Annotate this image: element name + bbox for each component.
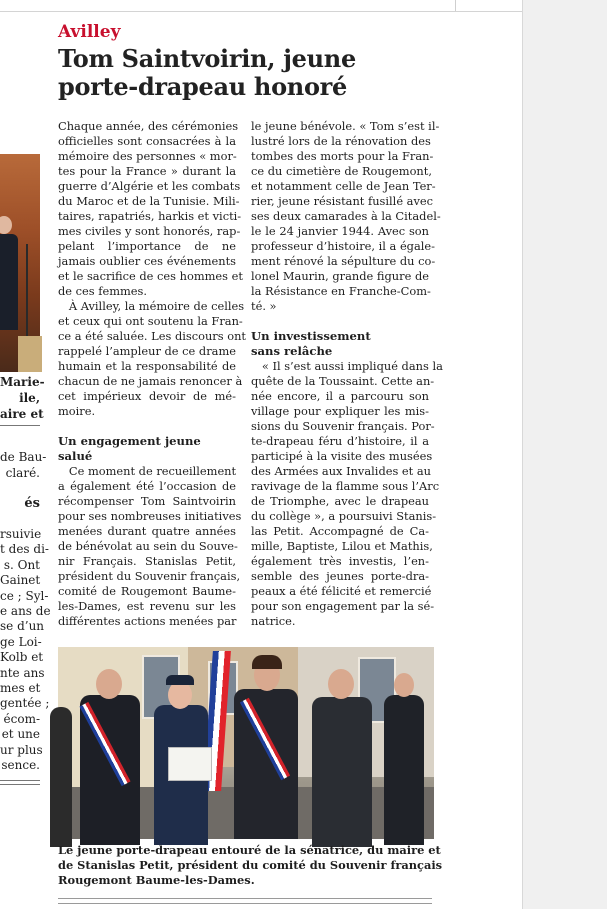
text-line: sions du Souvenir français. Por- [251, 419, 435, 433]
text-line: peaux a été félicité et remercié [251, 584, 432, 598]
article-column-2 [251, 119, 443, 629]
previous-article-fragment [0, 0, 51, 909]
text-line: guerre d’Algérie et les combats [58, 179, 241, 193]
subheading: sans relâche [251, 344, 333, 358]
previous-text-fragment: gentée ; [0, 696, 50, 711]
previous-text-fragment: et une [1, 727, 40, 742]
photo-caption [58, 843, 443, 888]
text-line: pelant l’importance de ne [58, 239, 236, 253]
adjacent-page-margin [522, 0, 607, 909]
previous-text-fragment: nte ans [0, 665, 45, 680]
headline-line: porte-drapeau honoré [58, 72, 347, 101]
text-line: mille, Baptiste, Lilou et Mathis, [251, 539, 433, 553]
text-line: rier, jeune résistant fusillé avec [251, 194, 434, 208]
text-line: tombes des morts pour la Fran- [251, 149, 434, 163]
text-line: Chaque année, des cérémonies [58, 119, 239, 133]
text-line: officielles sont consacrées à la [58, 134, 236, 148]
previous-text-fragment: s. Ont [3, 557, 40, 572]
bottom-rule [58, 903, 432, 904]
text-line: du Maroc et de la Tunisie. Mili- [58, 194, 240, 208]
text-line: humain et la responsabilité de [58, 359, 236, 373]
text-line: les-Dames, est revenu sur les [58, 599, 236, 613]
subheading: salué [58, 449, 93, 463]
text-line: ravivage de la flamme sous l’Arc [251, 479, 440, 493]
text-line: semble des jeunes porte-dra- [251, 569, 429, 583]
text-line: quête de la Toussaint. Cette an- [251, 374, 435, 388]
text-line: des Armées aux Invalides et au [251, 464, 432, 478]
previous-text-fragment: de Bau- [0, 450, 47, 464]
previous-text-fragment: ce ; Syl- [0, 588, 49, 603]
text-line: de Triomphe, avec le drapeau [251, 494, 429, 508]
text-line: le le 24 janvier 1944. Avec son [251, 224, 429, 238]
text-line: natrice. [251, 614, 296, 628]
article-kicker: Avilley [58, 22, 121, 42]
text-line: récompenser Tom Saintvoirin [58, 494, 236, 508]
text-line: de bénévolat au sein du Souve- [58, 539, 238, 553]
previous-text-fragment: se d’un [0, 619, 45, 634]
article-photo [58, 647, 434, 839]
text-line: té. » [251, 299, 277, 313]
text-line: À Avilley, la mémoire de celles [58, 299, 245, 313]
text-line: las Petit. Accompagné de Ca- [251, 524, 429, 538]
previous-text-fragment: e ans de [0, 604, 51, 618]
bottom-rule [58, 898, 432, 899]
text-line: chacun de ne jamais renoncer à [58, 374, 243, 388]
text-line: participé à la visite des musées [251, 449, 433, 463]
text-line: comité de Rougemont Baume- [58, 584, 236, 598]
text-line: lonel Maurin, grande figure de [251, 269, 429, 283]
previous-subheading-fragment: és [24, 496, 40, 511]
previous-caption-fragment: ile, [19, 391, 40, 405]
previous-text-fragment: ge Loi- [0, 634, 42, 649]
text-line: le jeune bénévole. « Tom s’est il- [251, 119, 440, 133]
fragment-rule [0, 784, 40, 785]
text-line: la Résistance en Franche-Com- [251, 284, 431, 298]
caption-line: Rougemont Baume-les-Dames. [58, 873, 255, 887]
previous-text-fragment: mes et [0, 681, 41, 695]
subheading: Un investissement [251, 329, 371, 343]
text-line: ce du cimetière de Rougemont, [251, 164, 432, 178]
text-line: moire. [58, 404, 96, 418]
text-line: a également été l’occasion de [58, 479, 236, 493]
previous-text-fragment: ur plus [0, 742, 43, 757]
caption-line: Le jeune porte-drapeau entouré de la sénatrice, du maire et [58, 843, 441, 857]
text-line: mes civiles y sont honorés, rap- [58, 224, 241, 238]
text-line: ment rénové la sépulture du co- [251, 254, 436, 268]
previous-caption-fragment: Marie- [0, 375, 45, 389]
fragment-rule [0, 425, 40, 426]
text-line: lustré lors de la rénovation des [251, 134, 431, 148]
paragraph-gap [58, 419, 236, 434]
paragraph-gap [251, 314, 429, 329]
text-line: jamais oublier ces événements [58, 254, 236, 268]
text-line: pour son engagement par la sé- [251, 599, 435, 613]
previous-caption-fragment: aire et [0, 407, 44, 421]
previous-text-fragment: claré. [5, 466, 40, 480]
fragment-rule [0, 780, 40, 781]
headline-line: Tom Saintvoirin, jeune [58, 44, 356, 73]
caption-line: de Stanislas Petit, président du comité du Souvenir français [58, 858, 443, 872]
text-line: cet impérieux devoir de mé- [58, 389, 236, 403]
text-line: et ceux qui ont soutenu la Fran- [58, 314, 243, 328]
previous-text-fragment: t des di- [0, 542, 49, 557]
subheading: Un engagement jeune [58, 434, 201, 448]
text-line: menées durant quatre années [58, 524, 236, 538]
text-line: « Il s’est aussi impliqué dans la [251, 359, 443, 373]
text-line: du collège », a poursuivi Stanis- [251, 509, 437, 523]
text-line: ses deux camarades à la Citadel- [251, 209, 441, 223]
previous-article-photo [0, 154, 40, 372]
text-line: ce a été saluée. Les discours ont [58, 329, 246, 343]
text-line: nir Français. Stanislas Petit, [58, 554, 236, 568]
previous-text-fragment: Kolb et [0, 650, 44, 665]
article-column-1 [58, 119, 246, 629]
text-line: pour ses nombreuses initiatives [58, 509, 242, 523]
text-line: président du Souvenir français, [58, 569, 241, 583]
previous-text-fragment: rsuivie [0, 527, 42, 541]
text-line: rappelé l’ampleur de ce drame [58, 344, 236, 358]
text-line: professeur d’histoire, il a égale- [251, 239, 436, 253]
text-line: mémoire des personnes « mor- [58, 149, 237, 163]
text-line: différentes actions menées par [58, 614, 237, 628]
header-rule [0, 11, 522, 12]
previous-text-fragment: sence. [1, 758, 40, 772]
previous-text-fragment: Gainet [0, 573, 41, 588]
text-line: et notamment celle de Jean Ter- [251, 179, 436, 193]
text-line: te-drapeau féru d’histoire, il a [251, 434, 429, 448]
text-line: de ces femmes. [58, 284, 148, 298]
text-line: et le sacrifice de ces hommes et [58, 269, 243, 283]
article-headline [58, 45, 438, 101]
previous-text-fragment: écom- [3, 711, 40, 726]
text-line: née encore, il a parcouru son [251, 389, 429, 403]
text-line: taires, rapatriés, harkis et victi- [58, 209, 242, 223]
text-line: Ce moment de recueillement [58, 464, 237, 478]
header-tick [455, 0, 456, 11]
text-line: également très investis, l’en- [251, 554, 429, 568]
text-line: tes pour la France » durant la [58, 164, 236, 178]
text-line: village pour expliquer les mis- [251, 404, 429, 418]
